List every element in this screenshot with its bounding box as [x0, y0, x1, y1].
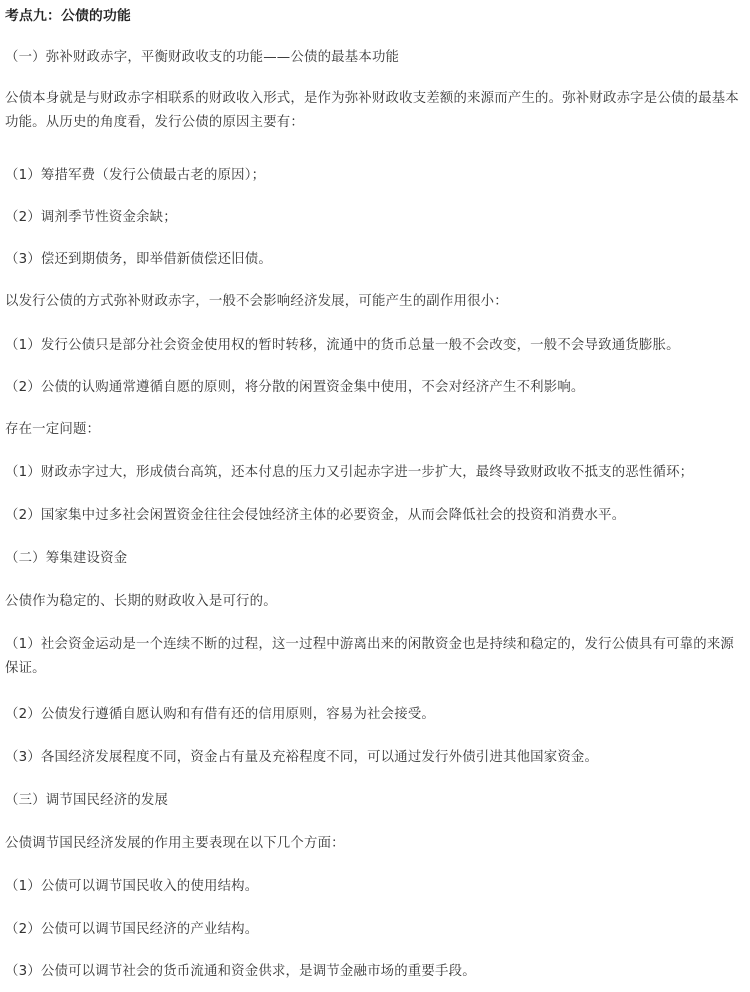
section-heading-1: （一）弥补财政赤字，平衡财政收支的功能——公债的最基本功能	[5, 50, 400, 65]
list-item: （3）各国经济发展程度不同，资金占有量及充裕程度不同，可以通过发行外债引进其他国家资金。	[5, 750, 599, 765]
list-item: （1）筹措军费（发行公债最古老的原因）；	[5, 168, 266, 183]
list-item: （2）调剂季节性资金余缺；	[5, 210, 177, 225]
list-item: （2）公债发行遵循自愿认购和有借有还的信用原则，容易为社会接受。	[5, 707, 436, 722]
document-title: 考点九：公债的功能	[5, 8, 131, 24]
section-heading-2: （二）筹集建设资金	[5, 551, 128, 566]
list-item: （3）偿还到期债务，即举借新债偿还旧债。	[5, 252, 272, 267]
paragraph: 以发行公债的方式弥补财政赤字，一般不会影响经济发展，可能产生的副作用很小：	[5, 294, 508, 309]
list-item: （1）公债可以调节国民收入的使用结构。	[5, 879, 259, 894]
list-item: （2）公债的认购通常遵循自愿的原则，将分散的闲置资金集中使用，不会对经济产生不利影响。	[5, 380, 585, 395]
list-item: （1）财政赤字过大，形成债台高筑，还本付息的压力又引起赤字进一步扩大，最终导致财政收不抵支的恶性循环；	[5, 465, 694, 480]
list-item: （2）公债可以调节国民经济的产业结构。	[5, 922, 259, 937]
paragraph-intro: 公债本身就是与财政赤字相联系的财政收入形式，是作为弥补财政收支差额的来源而产生的。弥补财政赤字是公债的最基本功能。从历史的角度看，发行公债的原因主要有：	[5, 91, 739, 130]
list-item: （3）公债可以调节社会的货币流通和资金供求，是调节金融市场的重要手段。	[5, 964, 476, 979]
list-item: （2）国家集中过多社会闲置资金往往会侵蚀经济主体的必要资金，从而会降低社会的投资和消费水平。	[5, 508, 626, 523]
paragraph: 公债作为稳定的、长期的财政收入是可行的。	[5, 594, 277, 609]
list-item: （1）社会资金运动是一个连续不断的过程，这一过程中游离出来的闲散资金也是持续和稳定的，发行公债具有可靠的来源保证。	[5, 637, 735, 676]
paragraph: 存在一定问题：	[5, 422, 101, 437]
list-item: （1）发行公债只是部分社会资金使用权的暂时转移，流通中的货币总量一般不会改变，一般不会导致通货膨胀。	[5, 338, 680, 353]
paragraph: 公债调节国民经济发展的作用主要表现在以下几个方面：	[5, 836, 345, 851]
section-heading-3: （三）调节国民经济的发展	[5, 793, 169, 808]
